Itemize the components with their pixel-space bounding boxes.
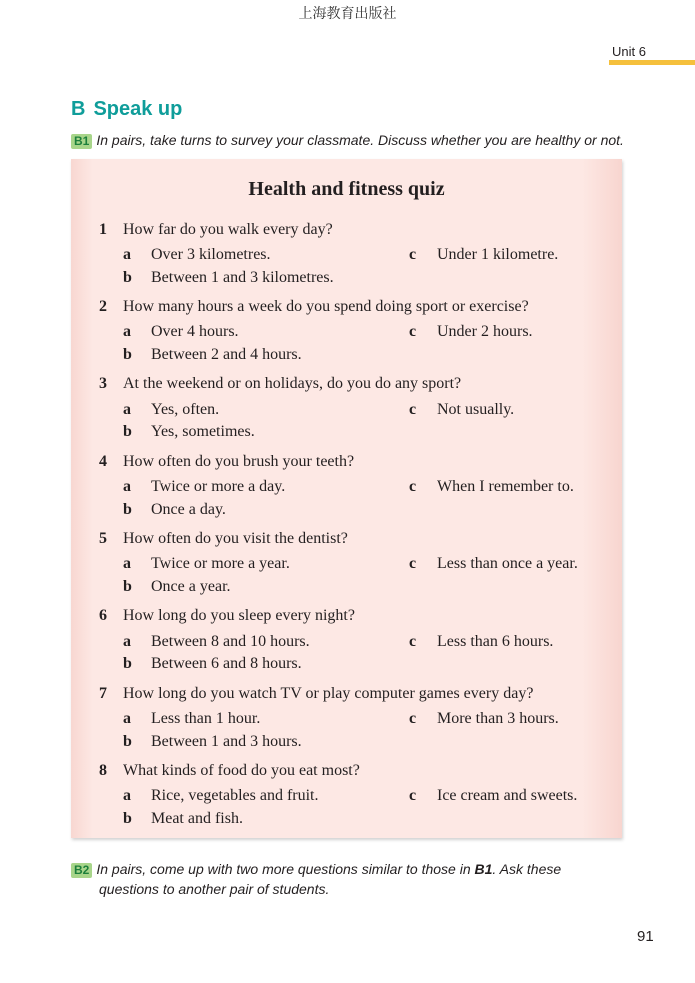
b2-badge: B2 — [71, 863, 92, 878]
option-b: b Once a day. — [123, 501, 226, 518]
question-number: 3 — [99, 375, 107, 392]
question-number: 5 — [99, 530, 107, 547]
option-c: c When I remember to. — [409, 478, 574, 495]
option-c: c Less than once a year. — [409, 555, 578, 572]
option-b: b Yes, sometimes. — [123, 423, 255, 440]
question-text: How long do you watch TV or play computer games every day? — [123, 685, 534, 702]
option-a: a Twice or more a year. — [123, 555, 290, 572]
b2-text-before: In pairs, come up with two more questions similar to those in — [96, 861, 475, 877]
question-number: 7 — [99, 685, 107, 702]
option-a: a Between 8 and 10 hours. — [123, 633, 310, 650]
option-a: a Rice, vegetables and fruit. — [123, 787, 319, 804]
quiz-title: Health and fitness quiz — [248, 178, 445, 200]
unit-accent-bar — [609, 60, 695, 65]
section-heading — [71, 98, 182, 121]
option-a: a Less than 1 hour. — [123, 710, 261, 727]
option-c: c Ice cream and sweets. — [409, 787, 578, 804]
b1-instruction — [71, 130, 624, 150]
option-c: c Less than 6 hours. — [409, 633, 554, 650]
option-c: c More than 3 hours. — [409, 710, 559, 727]
option-a: a Twice or more a day. — [123, 478, 286, 495]
question-text: At the weekend or on holidays, do you do any sport? — [123, 375, 462, 392]
option-a: a Over 4 hours. — [123, 323, 239, 340]
option-b: b Between 6 and 8 hours. — [123, 655, 302, 672]
unit-label: Unit 6 — [612, 44, 646, 59]
curtain-right-decoration — [582, 159, 622, 838]
option-a: a Yes, often. — [123, 401, 220, 418]
option-c: c Under 2 hours. — [409, 323, 533, 340]
publisher-header: 上海教育出版社 — [298, 6, 397, 22]
question-text: How far do you walk every day? — [123, 221, 333, 238]
b2-line2: questions to another pair of students. — [99, 881, 330, 897]
option-c: c Under 1 kilometre. — [409, 246, 559, 263]
section-title: Speak up — [93, 98, 183, 120]
question-text: How often do you visit the dentist? — [123, 530, 348, 547]
quiz-panel — [71, 159, 622, 838]
question-number: 1 — [99, 221, 107, 238]
question-text: How many hours a week do you spend doing sport or exercise? — [123, 298, 529, 315]
b2-ref: B1 — [474, 861, 493, 877]
option-b: b Between 1 and 3 kilometres. — [123, 269, 334, 286]
curtain-left-decoration — [71, 159, 93, 838]
b1-text: In pairs, take turns to survey your classmate. Discuss whether you are healthy or not. — [96, 132, 624, 148]
b1-badge: B1 — [71, 134, 92, 149]
option-b: b Meat and fish. — [123, 810, 243, 827]
section-letter: B — [71, 98, 86, 120]
question-number: 8 — [99, 762, 107, 779]
option-b: b Once a year. — [123, 578, 231, 595]
question-text: What kinds of food do you eat most? — [123, 762, 360, 779]
option-b: b Between 1 and 3 hours. — [123, 733, 302, 750]
question-text: How long do you sleep every night? — [123, 607, 355, 624]
question-number: 2 — [99, 298, 107, 315]
question-text: How often do you brush your teeth? — [123, 453, 355, 470]
option-c: c Not usually. — [409, 401, 515, 418]
page-number: 91 — [637, 928, 654, 945]
option-a: a Over 3 kilometres. — [123, 246, 271, 263]
question-number: 4 — [99, 453, 107, 470]
question-number: 6 — [99, 607, 107, 624]
option-b: b Between 2 and 4 hours. — [123, 346, 302, 363]
b2-text-after: . Ask these — [492, 861, 562, 877]
b2-instruction — [71, 859, 561, 899]
